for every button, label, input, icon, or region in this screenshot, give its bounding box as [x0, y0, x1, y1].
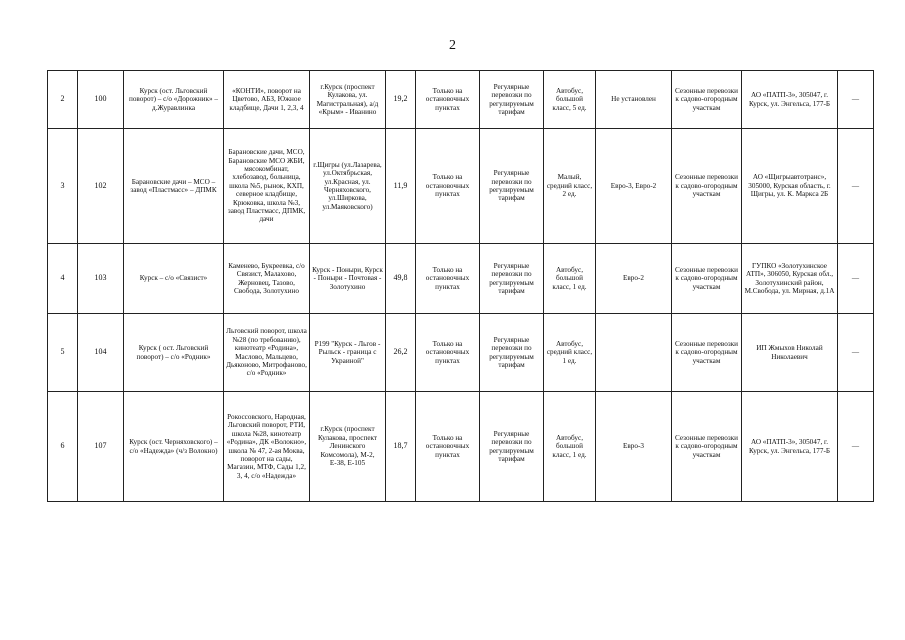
- table-row: [48, 129, 874, 244]
- transport-type: Регулярные перевозки по регулируемым тарифам: [480, 71, 544, 129]
- route-streets: Курск - Поныри, Курск - Поныри - Почтовая - Золотухино: [310, 244, 386, 314]
- vehicles: Автобус, большой класс, 5 ед.: [544, 71, 596, 129]
- transport-type: Регулярные перевозки по регулируемым тарифам: [480, 314, 544, 392]
- route-number: 104: [78, 314, 124, 392]
- season: Сезонные перевозки к садово-огородным участкам: [672, 392, 742, 502]
- vehicles: Малый, средний класс, 2 ед.: [544, 129, 596, 244]
- route-number: 100: [78, 71, 124, 129]
- route-name: Курск – с/о «Связист»: [124, 244, 224, 314]
- route-stops: «КОНТИ», поворот на Цветово, АБЗ, Южное кладбище, Дачи 1, 2,3, 4: [224, 71, 310, 129]
- carrier: АО «Щигрыавтотранс», 305000, Курская область, г. Щигры, ул. К. Маркса 2Б: [742, 129, 838, 244]
- vehicles: Автобус, большой класс, 1 ед.: [544, 244, 596, 314]
- row-index: 4: [48, 244, 78, 314]
- routes-table: [47, 70, 874, 502]
- note: —: [838, 314, 874, 392]
- eco-class: Евро-3: [596, 392, 672, 502]
- transport-type: Регулярные перевозки по регулируемым тарифам: [480, 244, 544, 314]
- route-streets: г.Курск (проспект Кулакова, проспект Ленинского Комсомола), М-2, Е-38, Е-105: [310, 392, 386, 502]
- route-stops: Барановские дачи, МСО, Барановские МСО ЖБИ, мясокомбинат, хлебозавод, больница, школа №5, рынок, КХП, северное кладбище, Крюковка, школа №3, завод Пластмасс, ДПМК, дачи: [224, 129, 310, 244]
- stop-order: Только на остановочных пунктах: [416, 314, 480, 392]
- row-index: 6: [48, 392, 78, 502]
- season: Сезонные перевозки к садово-огородным участкам: [672, 244, 742, 314]
- stop-order: Только на остановочных пунктах: [416, 129, 480, 244]
- note: —: [838, 129, 874, 244]
- eco-class: Евро-3, Евро-2: [596, 129, 672, 244]
- note: —: [838, 244, 874, 314]
- season: Сезонные перевозки к садово-огородным участкам: [672, 71, 742, 129]
- eco-class: Евро-2: [596, 244, 672, 314]
- table-row: [48, 71, 874, 129]
- transport-type: Регулярные перевозки по регулируемым тарифам: [480, 129, 544, 244]
- route-name: Курск (ост. Черняховского) – с/о «Надежда» (ч/з Волокно): [124, 392, 224, 502]
- eco-class: [596, 314, 672, 392]
- route-streets: Р199 "Курск - Льгов - Рыльск - граница с Украиной": [310, 314, 386, 392]
- carrier: АО «ПАТП-3», 305047, г. Курск, ул. Энгельса, 177-Б: [742, 392, 838, 502]
- season: Сезонные перевозки к садово-огородным участкам: [672, 129, 742, 244]
- route-number: 107: [78, 392, 124, 502]
- route-stops: Льговский поворот, школа №28 (по требованию), кинотеатр «Родина», Маслово, Мальцево, Дьяконово, Митрофаново, с/о «Родник»: [224, 314, 310, 392]
- vehicles: Автобус, большой класс, 1 ед.: [544, 392, 596, 502]
- stop-order: Только на остановочных пунктах: [416, 244, 480, 314]
- page-number: 2: [449, 38, 456, 53]
- table-row: [48, 244, 874, 314]
- route-length: 18,7: [386, 392, 416, 502]
- season: Сезонные перевозки к садово-огородным участкам: [672, 314, 742, 392]
- route-streets: г.Щигры (ул.Лазарева, ул.Октябрьская, ул.Красная, ул. Черняховского, ул.Ширкова, ул.Маяковского): [310, 129, 386, 244]
- transport-type: Регулярные перевозки по регулируемым тарифам: [480, 392, 544, 502]
- row-index: 5: [48, 314, 78, 392]
- row-index: 2: [48, 71, 78, 129]
- route-name: Курск (ост. Льговский поворот) – с/о «Дорожник» – д.Журавлинка: [124, 71, 224, 129]
- table-row: [48, 314, 874, 392]
- route-stops: Рокоссовского, Народная, Льговский поворот, РТИ, школа №28, кинотеатр «Родина», ДК «Волокно», школа № 47, 2-ая Моква, поворот на сады, Магазин, МТФ, Сады 1,2, 3, 4, с/о «Надежда»: [224, 392, 310, 502]
- stop-order: Только на остановочных пунктах: [416, 392, 480, 502]
- route-length: 49,8: [386, 244, 416, 314]
- route-length: 11,9: [386, 129, 416, 244]
- table-row: [48, 392, 874, 502]
- row-index: 3: [48, 129, 78, 244]
- route-name: Курск ( ост. Льговский поворот) – с/о «Родник»: [124, 314, 224, 392]
- note: —: [838, 71, 874, 129]
- route-stops: Каменево, Букреевка, с/о Связист, Малахово, Жерновец, Тазово, Свобода, Золотухино: [224, 244, 310, 314]
- carrier: ГУПКО «Золотухинское АТП», 306050, Курская обл., Золотухинский район, М.Свобода, ул. Мирная, д.1А: [742, 244, 838, 314]
- route-length: 19,2: [386, 71, 416, 129]
- route-number: 103: [78, 244, 124, 314]
- carrier: ИП Жмыхов Николай Николаевич: [742, 314, 838, 392]
- carrier: АО «ПАТП-3», 305047, г. Курск, ул. Энгельса, 177-Б: [742, 71, 838, 129]
- eco-class: Не установлен: [596, 71, 672, 129]
- route-length: 26,2: [386, 314, 416, 392]
- route-name: Барановские дачи – МСО – завод «Пластмасс» – ДПМК: [124, 129, 224, 244]
- stop-order: Только на остановочных пунктах: [416, 71, 480, 129]
- note: —: [838, 392, 874, 502]
- route-number: 102: [78, 129, 124, 244]
- vehicles: Автобус, средний класс, 1 ед.: [544, 314, 596, 392]
- route-streets: г.Курск (проспект Кулакова, ул. Магистральная), а/д «Крым» - Иванино: [310, 71, 386, 129]
